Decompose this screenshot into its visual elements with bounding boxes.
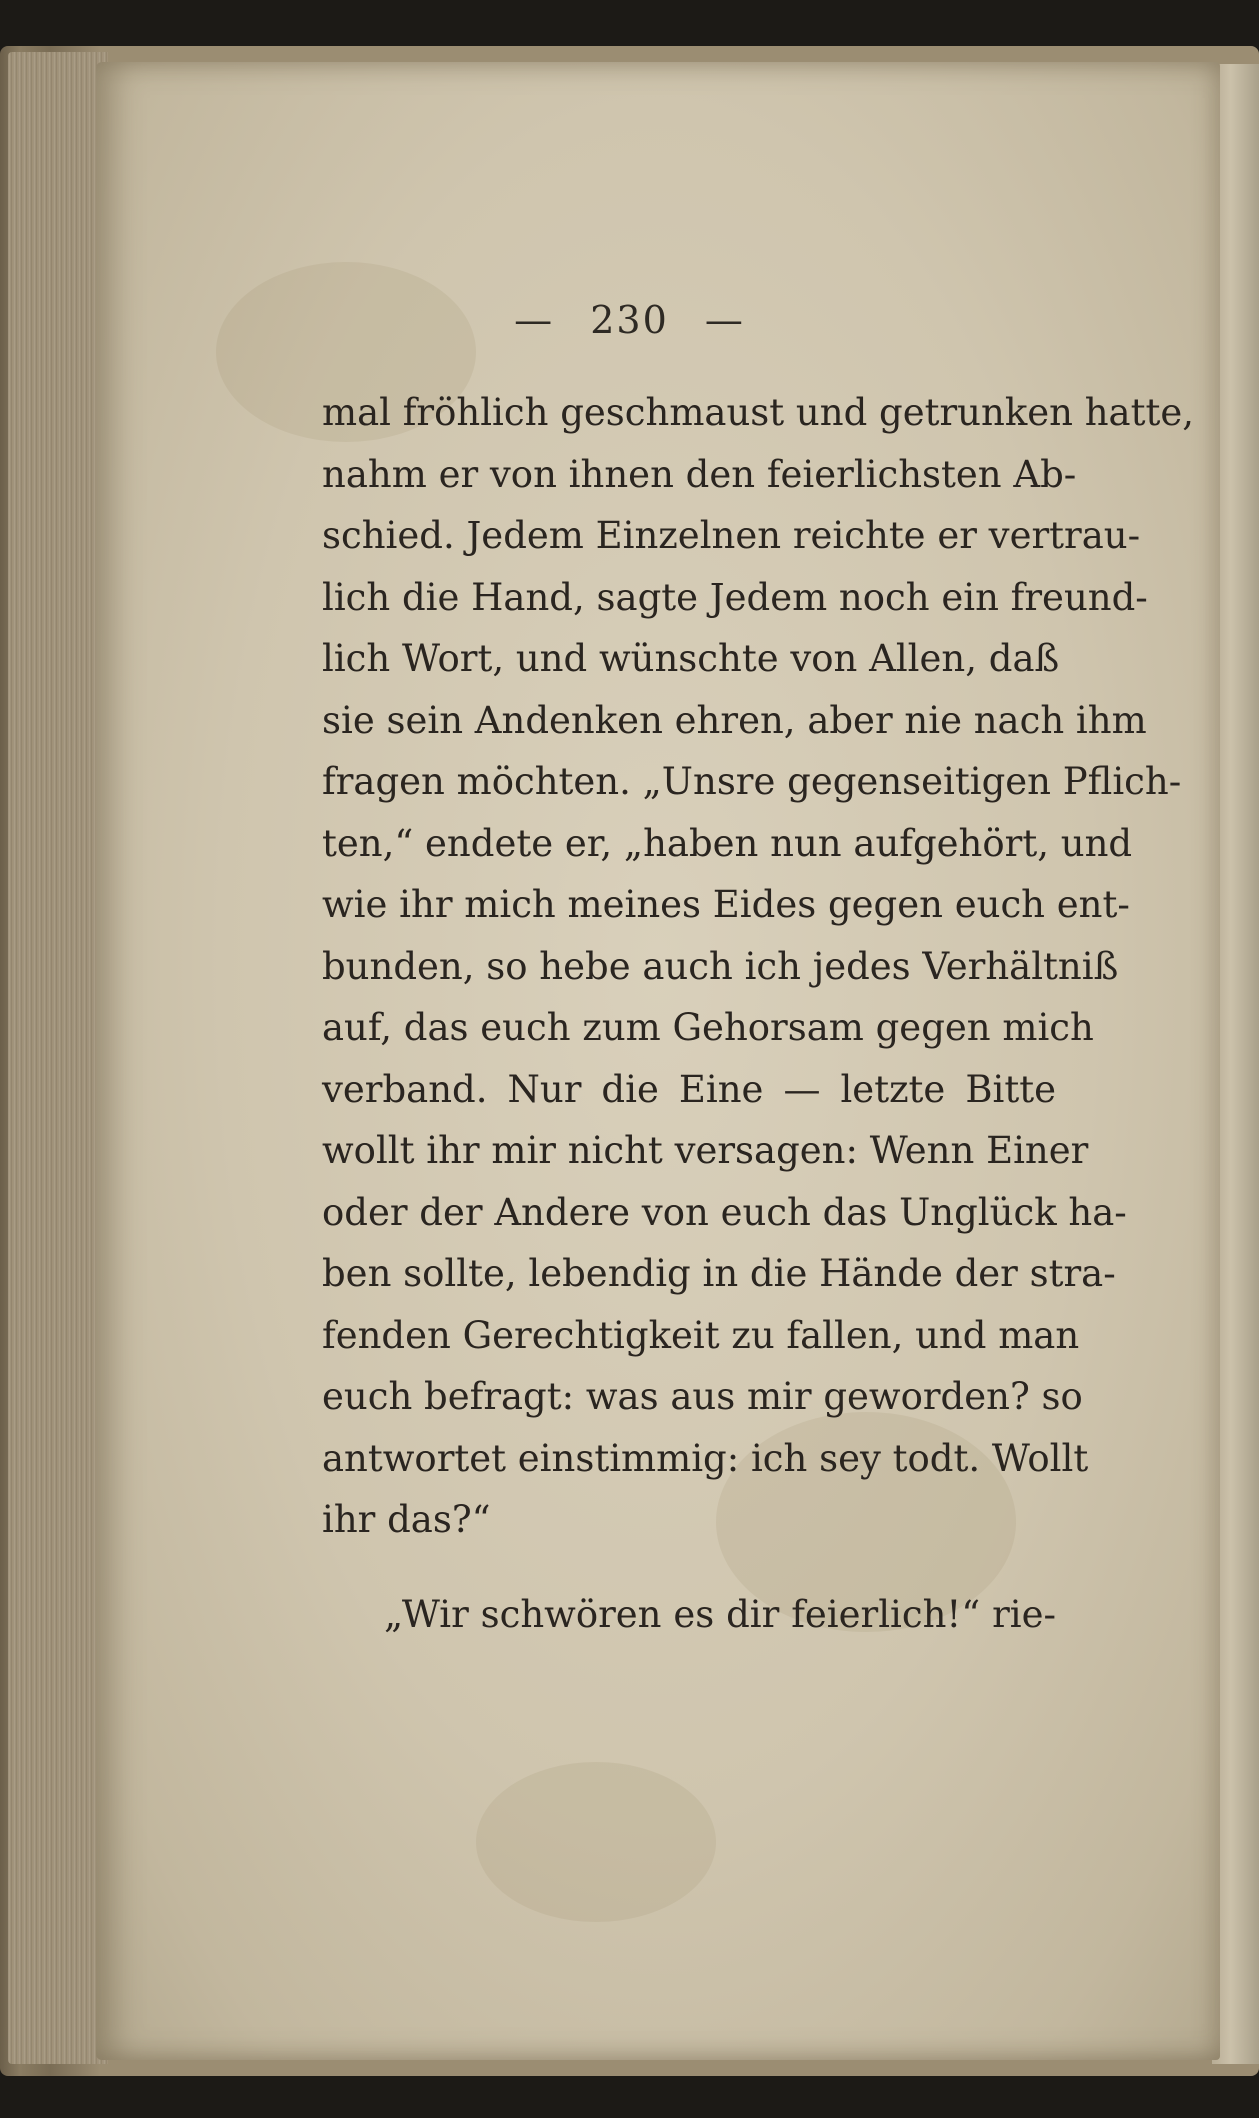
text-line: wollt ihr mir nicht versagen: Wenn Einer (322, 1129, 1089, 1172)
text-line: nahm er von ihnen den feierlichsten Ab- (322, 452, 1077, 496)
text-line: lich die Hand, sagte Jedem noch ein freund- (322, 575, 1148, 619)
text-line: verband. Nur die Eine — letzte Bitte (322, 1067, 1056, 1111)
text-line: bunden, so hebe auch ich jedes Verhältniß (322, 944, 1119, 988)
text-line: ihr das?“ (322, 1498, 491, 1541)
text-line: fenden Gerechtigkeit zu fallen, und man (322, 1313, 1080, 1357)
text-line: ten,“ endete er, „haben nun aufgehört, und (322, 821, 1133, 865)
page-edges (8, 52, 108, 2064)
text-line: lich Wort, und wünschte von Allen, daß (322, 637, 1060, 680)
main-paragraph (322, 382, 1195, 1551)
page-stain (476, 1762, 716, 1922)
text-line: fragen möchten. „Unsre gegenseitigen Pflich- (322, 760, 1182, 803)
header-dash-right: — (704, 298, 745, 342)
text-line: schied. Jedem Einzelnen reichte er vertrau- (322, 514, 1141, 557)
text-line: wie ihr mich meines Eides gegen euch ent- (322, 883, 1130, 926)
second-paragraph (322, 1584, 1056, 1646)
page-number: 230 (590, 298, 669, 342)
text-line: auf, das euch zum Gehorsam gegen mich (322, 1006, 1094, 1049)
text-line: euch befragt: was aus mir geworden? so (322, 1375, 1083, 1418)
text-line: antwortet einstimmig: ich sey todt. Wollt (322, 1436, 1089, 1480)
text-line: mal fröhlich geschmaust und getrunken hatte, (322, 391, 1195, 434)
text-line: sie sein Andenken ehren, aber nie nach ihm (322, 698, 1147, 742)
header-dash-left: — (514, 298, 555, 342)
text-line: ben sollte, lebendig in die Hände der stra- (322, 1252, 1116, 1295)
page-header (0, 298, 1259, 342)
text-line: „Wir schwören es dir feierlich!“ rie- (384, 1593, 1056, 1636)
text-line: oder der Andere von euch das Unglück ha- (322, 1190, 1127, 1234)
